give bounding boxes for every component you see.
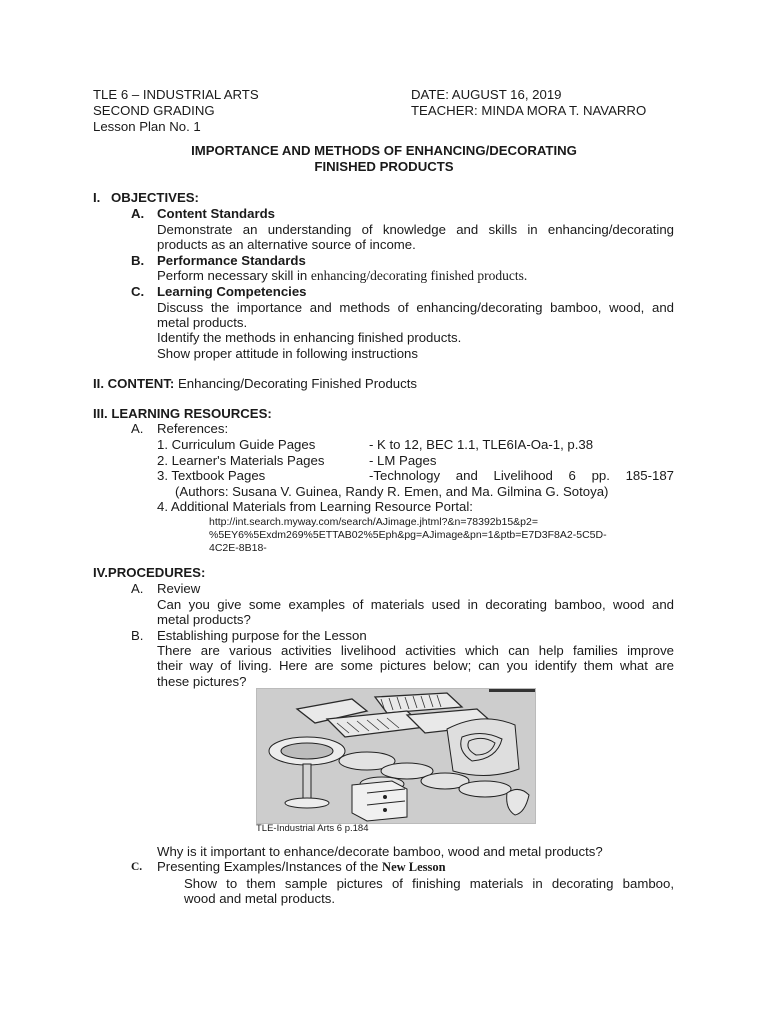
- reference-3-authors: (Authors: Susana V. Guinea, Randy R. Emen, and Ma. Gilmina G. Sotoya): [175, 484, 609, 499]
- objective-b-letter: B.: [131, 253, 145, 268]
- competency-text2: metal products.: [157, 315, 248, 330]
- portal-url-line3[interactable]: 4C2E-8B18-: [209, 542, 267, 554]
- date-line: DATE: AUGUST 16, 2019: [411, 87, 562, 102]
- reference-1-value: - K to 12, BEC 1.1, TLE6IA-Oa-1, p.38: [369, 437, 594, 452]
- review-text1: Can you give some examples of materials used in decorating bamboo, wood and: [157, 597, 674, 612]
- procedure-b-letter: B.: [131, 628, 144, 643]
- portal-url-line2[interactable]: %5EY6%5Exdm269%5ETTAB02%5Eph&pg=AJimage&pn=1&ptb=E7D3F8A2-5C5D-: [209, 529, 607, 541]
- section-heading-procedures: IV.PROCEDURES:: [93, 565, 206, 580]
- importance-question: Why is it important to enhance/decorate bamboo, wood and metal products?: [157, 844, 603, 859]
- performance-standards-text: [157, 268, 527, 284]
- reference-3-label: 3. Textbook Pages: [157, 468, 266, 483]
- performance-text-serif: enhancing/decorating finished products.: [310, 268, 528, 283]
- section-num-objectives: I.: [93, 190, 101, 205]
- reference-2-label: 2. Learner's Materials Pages: [157, 453, 325, 468]
- competency-text4: Show proper attitude in following instructions: [157, 346, 418, 361]
- document-title-line1: IMPORTANCE AND METHODS OF ENHANCING/DECORATING: [191, 143, 577, 158]
- content-standards-title: Content Standards: [157, 206, 275, 221]
- purpose-text1: There are various activities livelihood activities which can help families improve: [157, 643, 674, 658]
- objective-a-letter: A.: [131, 206, 145, 221]
- presenting-title-prefix: Presenting Examples/Instances of the: [157, 859, 383, 874]
- presenting-text2: wood and metal products.: [184, 891, 336, 906]
- presenting-examples-title: [157, 859, 446, 875]
- document-title-line2: FINISHED PRODUCTS: [314, 159, 454, 174]
- grading-line: SECOND GRADING: [93, 103, 215, 118]
- content-standards-text1: Demonstrate an understanding of knowledge and skills in enhancing/decorating: [157, 222, 674, 237]
- content-section: [93, 376, 417, 392]
- figure-caption: TLE-Industrial Arts 6 p.184: [256, 823, 369, 834]
- reference-4-label: 4. Additional Materials from Learning Resource Portal:: [157, 499, 473, 514]
- review-text2: metal products?: [157, 612, 251, 627]
- sketch-drawing: [257, 689, 535, 823]
- content-text: Enhancing/Decorating Finished Products: [178, 376, 417, 391]
- section-heading-content: II. CONTENT:: [93, 376, 175, 391]
- resources-a-letter: A.: [131, 421, 144, 436]
- section-heading-objectives: OBJECTIVES:: [111, 190, 199, 205]
- reference-1-label: 1. Curriculum Guide Pages: [157, 437, 316, 452]
- purpose-text3: these pictures?: [157, 674, 247, 689]
- purpose-title: Establishing purpose for the Lesson: [157, 628, 367, 643]
- reference-3-value: -Technology and Livelihood 6 pp. 185-187: [369, 468, 674, 483]
- content-standards-text2: products as an alternative source of income.: [157, 237, 416, 252]
- reference-2-value: - LM Pages: [369, 453, 437, 468]
- purpose-text2: their way of living. Here are some pictures below; can you identify them what are: [157, 658, 674, 673]
- performance-standards-title: Performance Standards: [157, 253, 306, 268]
- review-title: Review: [157, 581, 201, 596]
- competency-text1: Discuss the importance and methods of enhancing/decorating bamboo, wood, and: [157, 300, 674, 315]
- section-heading-resources: III. LEARNING RESOURCES:: [93, 406, 272, 421]
- competency-text3: Identify the methods in enhancing finished products.: [157, 330, 462, 345]
- performance-text-prefix: Perform necessary skill in: [157, 268, 311, 283]
- teacher-line: TEACHER: MINDA MORA T. NAVARRO: [411, 103, 647, 118]
- furniture-sketch-image: [256, 688, 536, 824]
- learning-competencies-title: Learning Competencies: [157, 284, 307, 299]
- references-title: References:: [157, 421, 229, 436]
- subject-line: TLE 6 – INDUSTRIAL ARTS: [93, 87, 259, 102]
- procedure-a-letter: A.: [131, 581, 144, 596]
- presenting-text1: Show to them sample pictures of finishing materials in decorating bamboo,: [184, 876, 674, 891]
- objective-c-letter: C.: [131, 284, 145, 299]
- procedure-c-letter: C.: [131, 861, 143, 873]
- presenting-title-serif: New Lesson: [382, 860, 446, 874]
- portal-url-line1[interactable]: http://int.search.myway.com/search/AJimage.jhtml?&n=78392b15&p2=: [209, 516, 538, 528]
- lesson-plan-number: Lesson Plan No. 1: [93, 119, 201, 134]
